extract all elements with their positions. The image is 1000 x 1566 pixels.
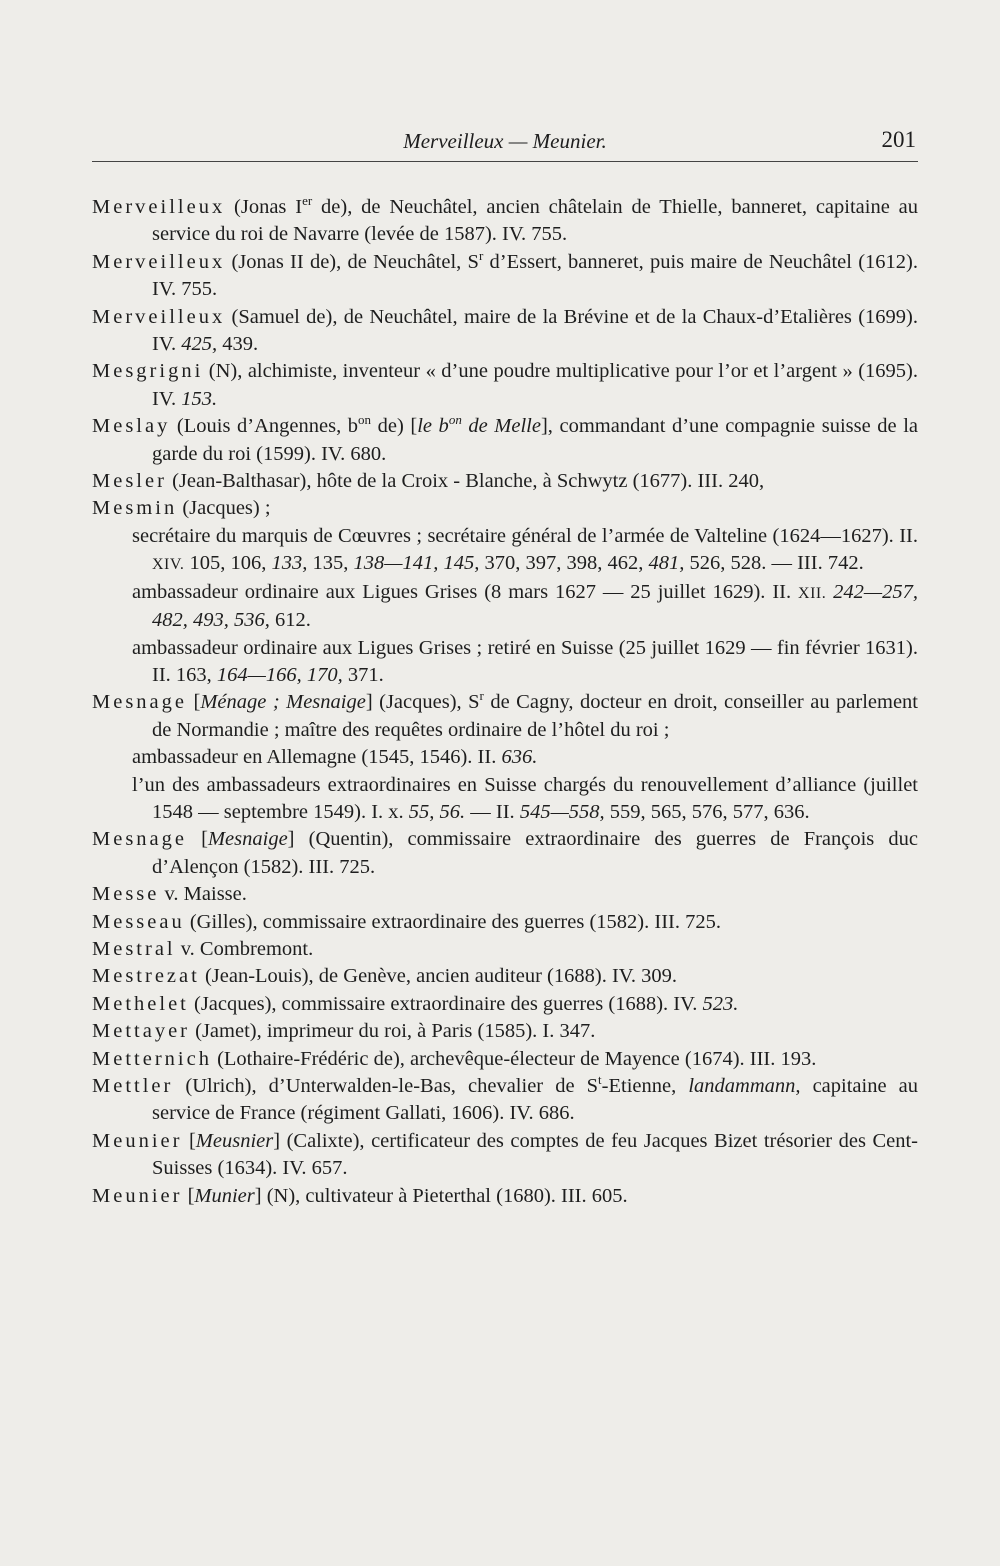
entry-text: de) [ [371, 415, 418, 438]
header-rule [92, 161, 918, 162]
entry-mettayer [92, 1018, 918, 1045]
entry-text: ambassadeur ordinaire aux Ligues Grises ; retiré en Suisse (25 juillet 1629 — fin février 1631). II. 163, [132, 636, 918, 686]
entry-text: 612. [269, 609, 311, 632]
italic-ref: 636. [501, 746, 538, 769]
entry-text: [ [187, 828, 208, 851]
running-head [92, 127, 918, 157]
entry-text: de Cagny, docteur en droit, conseiller au parlement de Normandie ; maître des requêtes ordinaire de l’hôtel du roi ; [152, 691, 919, 741]
entry-text: (Samuel de), de Neuchâtel, maire de la Brévine et de la Chaux-d’Etalières (1699). IV. [152, 305, 918, 356]
superscript: er [302, 193, 313, 209]
headword: Mesnage [92, 828, 188, 851]
italic-ref: 138—141, 145, [353, 552, 480, 575]
entry-meslay [92, 413, 918, 468]
subentry-mesmin-ambassadeur-1 [92, 579, 918, 635]
entry-text: (Jacques) ; [177, 497, 271, 520]
entry-text: (Louis d’Angennes, b [170, 415, 359, 438]
headword: Meunier [92, 1184, 183, 1207]
index-entries [92, 194, 918, 1210]
subentry-mesnage-extraordinaire [92, 772, 918, 827]
entry-mesler [92, 468, 918, 495]
entry-text: l’un des ambassadeurs extraordinaires en Suisse chargés du renouvellement d’alliance (juillet 1548 — septembre 1549). I. x. [132, 773, 918, 823]
entry-text: ambassadeur ordinaire aux Ligues Grises (8 mars 1627 — 25 juillet 1629). II. [132, 580, 799, 603]
superscript: on [448, 412, 462, 428]
entry-metternich [92, 1046, 918, 1073]
entry-mestrezat [92, 963, 918, 990]
italic-text: landammann, [688, 1075, 801, 1097]
entry-meunier-calixte [92, 1128, 918, 1183]
headword: Mesler [92, 470, 167, 493]
italic-text: de Melle [461, 415, 541, 438]
headword: Merveilleux [92, 196, 226, 218]
entry-merveilleux-jonas-ii [92, 249, 918, 304]
entry-text: 559, 565, 576, 577, 636. [604, 800, 810, 823]
italic-ref: 242—257, 482, 493, 536, [152, 580, 919, 632]
subentry-mesmin-ambassadeur-2 [92, 635, 918, 690]
entry-text: — II. [465, 800, 520, 823]
headword: Merveilleux [92, 305, 226, 328]
entry-text: (Lothaire-Frédéric de), archevêque-électeur de Mayence (1674). III. 193. [211, 1047, 817, 1070]
headword: Methelet [92, 992, 189, 1015]
headword: Metternich [92, 1047, 212, 1070]
headword: Mestrezat [92, 965, 200, 988]
headword: Meunier [92, 1129, 183, 1152]
entry-text: capitaine au service de France (régiment Gallati, 1606). IV. 686. [152, 1075, 918, 1125]
superscript: r [479, 688, 484, 704]
entry-meunier-n [92, 1183, 918, 1210]
italic-ref: 481, [648, 552, 685, 575]
headword: Messe [92, 883, 160, 906]
running-title: Merveilleux — Meunier. [403, 129, 607, 153]
entry-text: ] (Quentin), commissaire extraordinaire des guerres de François duc d’Alençon (1582). III. 725. [152, 828, 918, 878]
italic-text: Mesnaige [207, 828, 288, 851]
superscript: t [598, 1072, 602, 1088]
entry-mestral [92, 936, 918, 963]
entry-text: ] (Jacques), S [365, 691, 480, 714]
small-caps-ref: XIV. [152, 556, 185, 574]
entry-text: (Jean-Louis), de Genève, ancien auditeur (1688). IV. 309. [199, 965, 678, 988]
headword: Messeau [92, 910, 185, 933]
entry-text: 135, [307, 552, 354, 575]
entry-text: (Jean-Balthasar), hôte de la Croix - Blanche, à Schwytz (1677). III. 240, [166, 470, 765, 493]
entry-mettler [92, 1073, 918, 1128]
headword: Merveilleux [92, 250, 226, 273]
italic-ref: 523. [702, 992, 739, 1015]
small-caps-ref: XII. [798, 584, 827, 602]
italic-ref: 133, [271, 552, 308, 575]
italic-ref: 55, 56. [408, 800, 466, 823]
entry-merveilleux-jonas-i [92, 194, 918, 249]
headword: Mettayer [92, 1020, 190, 1043]
entry-mesnage-quentin [92, 826, 918, 881]
headword: Mesmin [92, 497, 178, 520]
entry-text: 526, 528. — III. 742. [684, 552, 864, 575]
entry-text: [ [187, 691, 201, 714]
entry-text: (Jacques), commissaire extraordinaire des guerres (1688). IV. [188, 992, 703, 1015]
superscript: on [358, 412, 372, 428]
entry-text: ], commandant d’une compagnie suisse de la garde du roi (1599). IV. 680. [152, 415, 918, 465]
entry-text: v. Maisse. [159, 883, 247, 906]
entry-text: (Jonas I [225, 196, 303, 218]
page-number: 201 [881, 127, 916, 152]
entry-text: (N), alchimiste, inventeur « d’une poudre multiplicative pour l’or et l’argent » (1695). IV. [152, 360, 918, 410]
entry-text: [ [182, 1184, 195, 1207]
entry-mesmin [92, 495, 918, 522]
entry-text: 370, 397, 398, 462, [479, 552, 649, 575]
italic-text: Meusnier [195, 1129, 274, 1152]
italic-ref: 153. [181, 387, 218, 410]
entry-messe [92, 881, 918, 908]
entry-merveilleux-samuel [92, 304, 918, 359]
italic-text: Munier [194, 1184, 255, 1207]
superscript: r [478, 247, 484, 263]
headword: Mesgrigni [92, 360, 204, 383]
entry-text: (Gilles), commissaire extraordinaire des guerres (1582). III. 725. [184, 910, 721, 933]
entry-text: (Ulrich), d’Unterwalden-le-Bas, chevalier de S [173, 1075, 599, 1097]
entry-methelet [92, 991, 918, 1018]
entry-messeau [92, 909, 918, 936]
entry-text: (Jonas II de), de Neuchâtel, S [225, 250, 479, 273]
headword: Mesnage [92, 691, 188, 714]
entry-mesnage-jacques [92, 689, 918, 744]
headword: Mettler [92, 1075, 174, 1097]
entry-mesgrigni [92, 358, 918, 413]
entry-text: 439. [217, 333, 259, 356]
entry-text: -Etienne, [601, 1075, 689, 1097]
entry-text: (Jamet), imprimeur du roi, à Paris (1585). I. 347. [190, 1020, 596, 1043]
entry-text: ambassadeur en Allemagne (1545, 1546). II. [132, 746, 502, 769]
entry-text: 371. [342, 663, 384, 686]
italic-ref: 545—558, [519, 800, 605, 823]
entry-text: de), de Neuchâtel, ancien châtelain de Thielle, banneret, capitaine au service du roi de Navarre (levée de 1587). IV. 755. [152, 196, 918, 246]
italic-text: le b [417, 415, 449, 438]
entry-text: ] (N), cultivateur à Pieterthal (1680). III. 605. [254, 1184, 628, 1207]
entry-text: d’Essert, banneret, puis maire de Neuchâtel (1612). IV. 755. [152, 250, 918, 301]
headword: Meslay [92, 415, 171, 438]
entry-text: [ [182, 1129, 196, 1152]
subentry-mesnage-ambassadeur [92, 744, 918, 771]
headword: Mestral [92, 937, 176, 960]
italic-ref: 164—166, 170, [216, 663, 343, 686]
italic-text: Ménage ; Mesnaige [200, 691, 366, 714]
entry-text: ] (Calixte), certificateur des comptes de feu Jacques Bizet trésorier des Cent-Suisses (1634). IV. 657. [152, 1129, 919, 1180]
entry-text: secrétaire du marquis de Cœuvres ; secrétaire général de l’armée de Valteline (1624—1627). II. [132, 524, 918, 547]
entry-text: 105, 106, [184, 552, 272, 575]
italic-ref: 425, [181, 333, 218, 356]
entry-text: v. Combremont. [175, 937, 314, 960]
subentry-mesmin-secretaire [92, 523, 918, 579]
